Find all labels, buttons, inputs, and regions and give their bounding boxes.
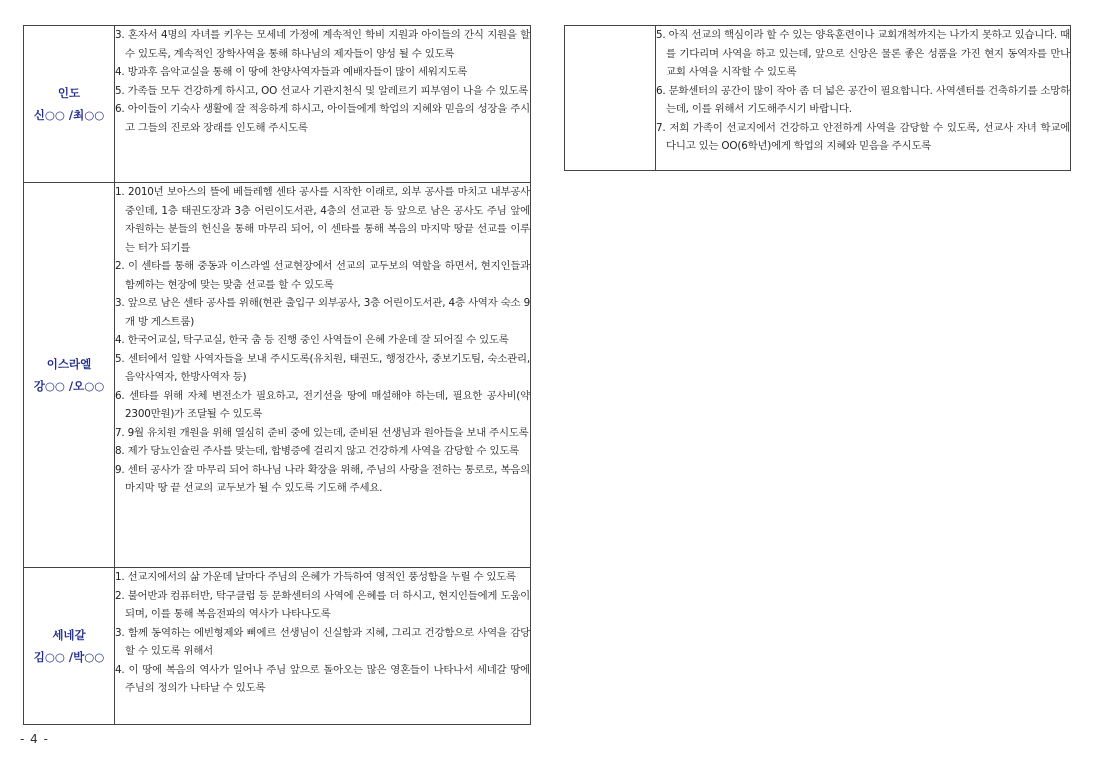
prayer-item: 8. 제가 당뇨인슐린 주사를 맞는데, 합병증에 걸리지 않고 건강하게 사역을 감당할 수 있도록 [115, 445, 519, 457]
country-name: 이스라엘 [46, 357, 92, 371]
country-cell-israel [24, 183, 115, 568]
prayer-item: 1. 선교지에서의 삶 가운데 날마다 주님의 은혜가 가득하여 영적인 풍성함을 누릴 수 있도록 [115, 571, 516, 583]
prayer-item: 3. 앞으로 남은 센타 공사를 위해(현관 출입구 외부공사, 3층 어린이도서관, 4층 사역자 숙소 9개 방 게스트룸) [115, 297, 530, 328]
prayer-items-senegal [115, 568, 531, 725]
country-cell-india [24, 26, 115, 183]
prayer-item: 5. 가족들 모두 건강하게 하시고, OO 선교사 기관지천식 및 알레르기 피부염이 나을 수 있도록 [115, 84, 529, 97]
section-row-india [24, 26, 531, 183]
country-name: 인도 [57, 86, 81, 100]
missionary-names: 신○○ /최○○ [33, 108, 105, 122]
section-row-israel [24, 183, 531, 568]
country-cell-empty [565, 26, 656, 171]
prayer-item: 2. 이 센타를 통해 중동과 이스라엘 선교현장에서 선교의 교두보의 역할을 하면서, 현지인들과 함께하는 현장에 맞는 맞춤 선교를 할 수 있도록 [115, 260, 530, 291]
prayer-item: 4. 방과후 음악교실을 통해 이 땅에 찬양사역자들과 예배자들이 많이 세워지도록 [115, 66, 468, 78]
section-row-senegal-continued [565, 26, 1071, 171]
country-name: 세네갈 [52, 628, 86, 642]
section-row-senegal [24, 568, 531, 725]
prayer-table-right [564, 25, 1071, 171]
missionary-names: 강○○ /오○○ [33, 379, 105, 393]
prayer-item: 1. 2010년 보아스의 뜰에 베들레헴 센타 공사를 시작한 이래로, 외부 공사를 마치고 내부공사 중인데, 1층 태권도장과 3층 어린이도서관, 4층의 선교관 등 앞으로 남은 공사도 주님 앞에 자원하는 분들의 헌신을 통해 마무리 되어, 이 센타를 통해 복음의 마지막 땅끝 선교를 이루는 터가 되기를 [115, 186, 530, 254]
prayer-item: 6. 센타를 위해 자체 변전소가 필요하고, 전기선을 땅에 매설해야 하는데, 필요한 공사비(약 2300만원)가 조달될 수 있도록 [115, 389, 530, 420]
prayer-item: 5. 센터에서 일할 사역자들을 보내 주시도록(유치원, 태권도, 행정간사, 중보기도팀, 숙소관리, 음악사역자, 한방사역자 등) [115, 352, 530, 383]
missionary-names: 김○○ /박○○ [33, 650, 105, 664]
prayer-item: 4. 이 땅에 복음의 역사가 일어나 주님 앞으로 돌아오는 많은 영혼들이 나타나서 세네갈 땅에 주님의 정의가 나타날 수 있도록 [115, 663, 530, 694]
prayer-items-israel [115, 183, 531, 568]
prayer-table-left [23, 25, 531, 725]
prayer-item: 3. 함께 동역하는 에빈형제와 삐에르 선생님이 신실함과 지혜, 그리고 건강함으로 사역을 감당 할 수 있도록 위해서 [115, 626, 530, 657]
prayer-item: 3. 혼자서 4명의 자녀를 키우는 모세네 가정에 계속적인 학비 지원과 아이들의 간식 지원을 할 수 있도록, 계속적인 장학사역을 통해 하나님의 제자들이 양성 될 수 있도록 [115, 29, 530, 60]
page-number: - 4 - [20, 732, 49, 746]
country-cell-senegal [24, 568, 115, 725]
prayer-item: 2. 불어반과 컴퓨터반, 탁구클럽 등 문화센터의 사역에 은혜를 더 하시고, 현지인들에게 도움이 되며, 이를 통해 복음전파의 역사가 나타나도록 [115, 589, 530, 620]
prayer-items-senegal-continued [656, 26, 1071, 171]
prayer-item: 6. 문화센터의 공간이 많이 작아 좀 더 넓은 공간이 필요합니다. 사역센터를 건축하기를 소망하는데, 이를 위해서 기도해주시기 바랍니다. [656, 84, 1070, 115]
prayer-item: 7. 9월 유치원 개원을 위해 열심히 준비 중에 있는데, 준비된 선생님과 원아들을 보내 주시도록 [115, 426, 529, 439]
prayer-item: 4. 한국어교실, 탁구교실, 한국 춤 등 진행 중인 사역들이 은혜 가운데 잘 되어질 수 있도록 [115, 334, 509, 346]
prayer-item: 9. 센터 공사가 잘 마무리 되어 하나님 나라 확장을 위해, 주님의 사랑을 전하는 통로로, 복음의 마지막 땅 끝 선교의 교두보가 될 수 있도록 기도해 주세요. [115, 463, 530, 494]
prayer-items-india [115, 26, 531, 183]
prayer-item: 5. 아직 선교의 핵심이라 할 수 있는 양육훈련이나 교회개척까지는 나가지 못하고 있습니다. 때를 기다리며 사역을 하고 있는데, 앞으로 신앙은 물론 좋은 성품을 가진 현지 동역자를 만나 교회 사역을 시작할 수 있도록 [656, 29, 1070, 78]
prayer-item: 7. 저희 가족이 선교지에서 건강하고 안전하게 사역을 감당할 수 있도록, 선교사 자녀 학교에 다니고 있는 OO(6학년)에게 학업의 지혜와 믿음을 주시도록 [656, 121, 1070, 152]
prayer-item: 6. 아이들이 기숙사 생활에 잘 적응하게 하시고, 아이들에게 학업의 지혜와 믿음의 성장을 주시고 그들의 진로와 장래를 인도해 주시도록 [115, 103, 530, 134]
